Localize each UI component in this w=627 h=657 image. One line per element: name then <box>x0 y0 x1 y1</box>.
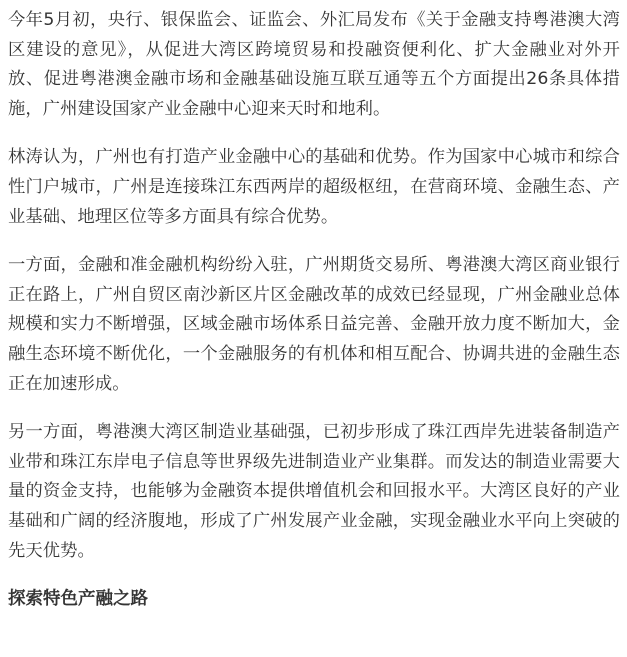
paragraph-financial-institutions: 一方面，金融和准金融机构纷纷入驻，广州期货交易所、粤港澳大湾区商业银行正在路上，广州自贸区南沙新区片区金融改革的成效已经显现，广州金融业总体规模和实力不断增强，区域金融市场体系日益完善、金融开放力度不断加大，金融生态环境不断优化，一个金融服务的有机体和相互配合、协调共进的金融生态正在加速形成。 <box>8 255 620 394</box>
section-heading: 探索特色产融之路 <box>8 589 148 610</box>
paragraph-guangzhou-advantages: 林涛认为，广州也有打造产业金融中心的基础和优势。作为国家中心城市和综合性门户城市，广州是连接珠江东西两岸的超级枢纽，在营商环境、金融生态、产业基础、地理区位等多方面具有综合优势。 <box>8 147 620 227</box>
paragraph-manufacturing-base: 另一方面，粤港澳大湾区制造业基础强，已初步形成了珠江西岸先进装备制造产业带和珠江东岸电子信息等世界级先进制造业产业集群。而发达的制造业需要大量的资金支持，也能够为金融资本提供增值机会和回报水平。大湾区良好的产业基础和广阔的经济腹地，形成了广州发展产业金融，实现金融业水平向上突破的先天优势。 <box>8 422 620 561</box>
paragraph-policy-context: 今年5月初，央行、银保监会、证监会、外汇局发布《关于金融支持粤港澳大湾区建设的意见》，从促进大湾区跨境贸易和投融资便利化、扩大金融业对外开放、促进粤港澳金融市场和金融基础设施互联互通等五个方面提出26条具体措施，广州建设国家产业金融中心迎来天时和地利。 <box>8 10 620 119</box>
